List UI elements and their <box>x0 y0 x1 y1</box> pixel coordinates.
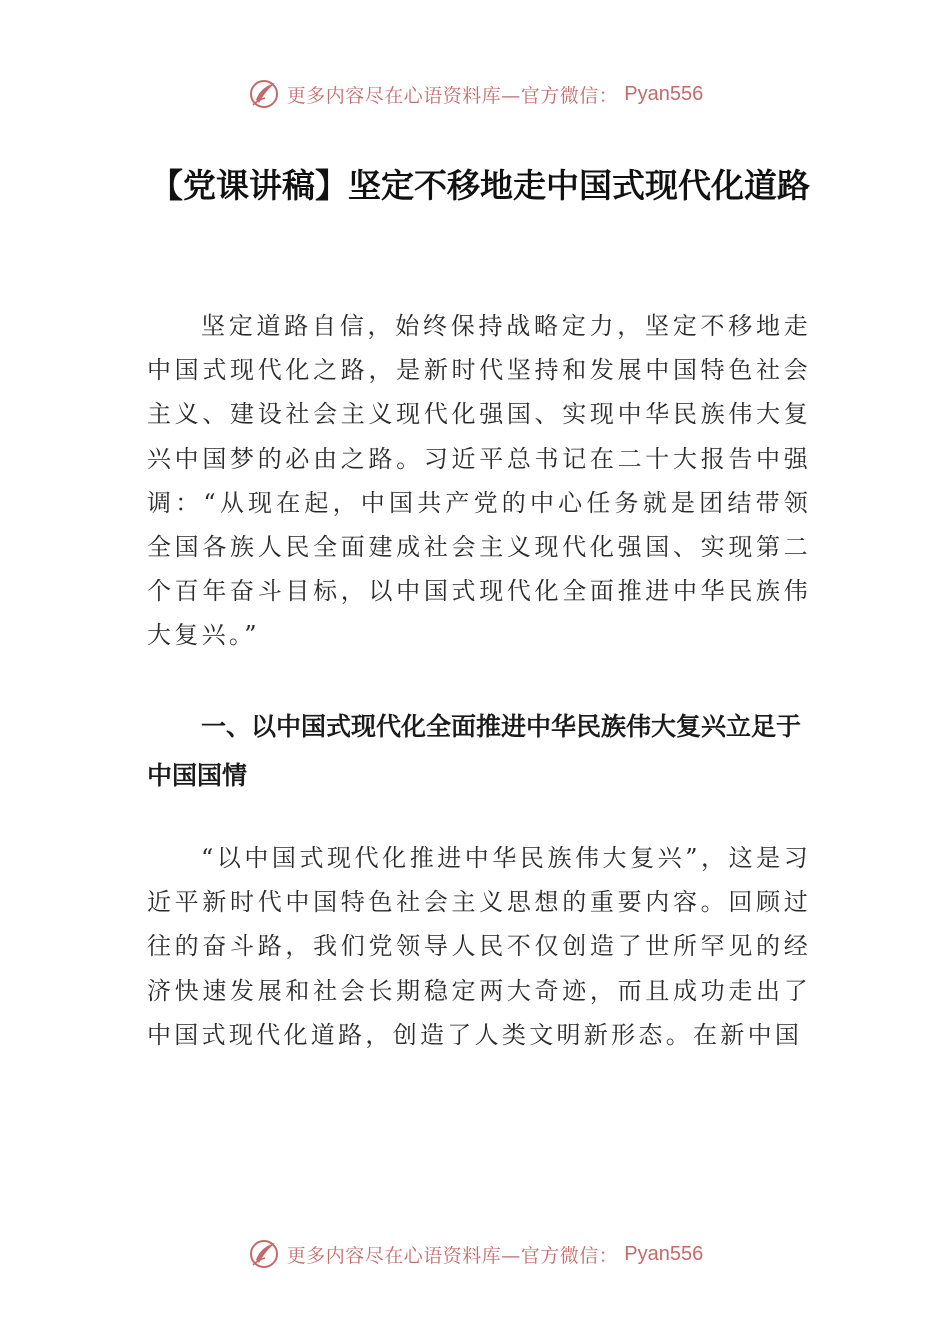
watermark-text: 更多内容尽在心语资料库—官方微信： <box>286 1244 619 1267</box>
logo-icon <box>247 77 281 111</box>
document-title: 【党课讲稿】坚定不移地走中国式现代化道路 <box>150 166 810 205</box>
watermark-wechat-id: Pyan556 <box>624 1242 704 1265</box>
watermark-text: 更多内容尽在心语资料库—官方微信： <box>286 84 619 107</box>
logo-icon <box>247 1237 281 1271</box>
paragraph-section-1: “以中国式现代化推进中华民族伟大复兴”，这是习近平新时代中国特色社会主义思想的重要内容。回顾过往的奋斗路，我们党领导人民不仅创造了世所罕见的经济快速发展和社会长期稳定两大奇迹，而且成功走出了中国式现代化道路，创造了人类文明新形态。在新中国 <box>147 844 811 1049</box>
footer-watermark <box>0 1234 950 1274</box>
watermark-wechat-id: Pyan556 <box>624 82 704 105</box>
header-watermark <box>0 74 950 114</box>
section-heading-1: 一、以中国式现代化全面推进中华民族伟大复兴立足于中国国情 <box>147 712 802 790</box>
paragraph-intro: 坚定道路自信，始终保持战略定力，坚定不移地走中国式现代化之路，是新时代坚持和发展中国特色社会主义、建设社会主义现代化强国、实现中华民族伟大复兴中国梦的必由之路。习近平总书记在二十大报告中强调：“从现在起，中国共产党的中心任务就是团结带领全国各族人民全面建成社会主义现代化强国、实现第二个百年奋斗目标，以中国式现代化全面推进中华民族伟大复兴。” <box>147 312 811 650</box>
